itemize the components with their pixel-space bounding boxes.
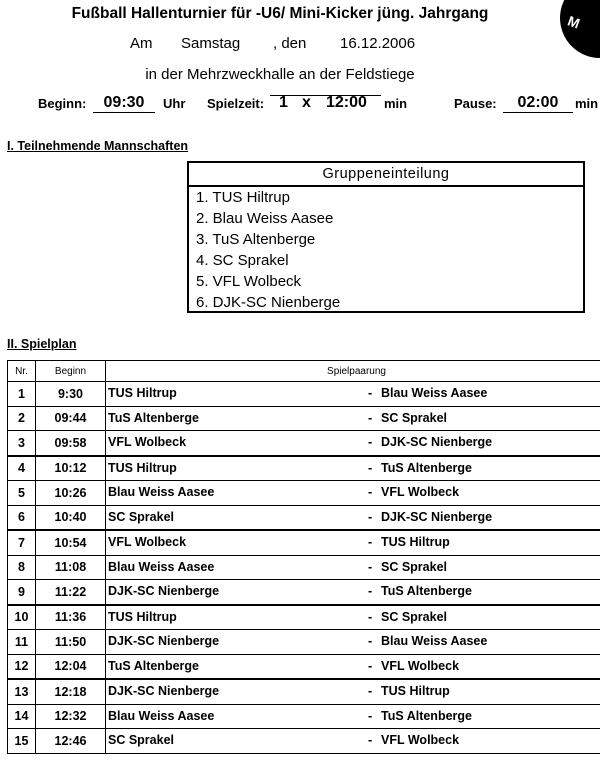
teams-heading: I. Teilnehmende Mannschaften [7,139,189,153]
away-team: TuS Altenberge [381,708,472,723]
game-number: 2 [8,406,36,431]
game-number: 6 [8,505,36,530]
den-label: , den [273,35,307,52]
game-pairing [106,530,600,555]
away-team: VFL Wolbeck [381,485,460,499]
team-item: 1. TUS Hiltrup [196,189,290,206]
pairing-dash: - [368,733,373,747]
game-time: 10:40 [36,505,106,530]
home-team: TuS Altenberge [108,410,199,425]
pairing-dash: - [368,609,373,624]
spielzeit-value: 12:00 [326,94,367,111]
game-number: 11 [8,630,36,655]
pairing-dash: - [368,386,373,400]
game-number: 14 [8,704,36,729]
game-pairing [106,505,600,530]
game-time: 12:04 [36,654,106,679]
away-team: TuS Altenberge [381,460,472,475]
game-time: 12:18 [36,679,106,704]
game-pairing [106,580,600,605]
pairing-dash: - [368,634,373,648]
corner-seal-text: M [565,12,583,32]
pairing-dash: - [368,485,373,499]
away-team: SC Sprakel [381,559,448,574]
column-header-beginn: Beginn [36,361,106,382]
home-team: Blau Weiss Aasee [108,485,215,499]
column-header-nr: Nr. [8,361,36,382]
home-team: TUS Hiltrup [108,609,177,624]
table-row [8,555,600,580]
table-row [8,505,600,530]
pairing-dash: - [368,435,373,449]
table-row [8,679,600,704]
group-box-header: Gruppeneinteilung [189,163,583,187]
spielzeit-count: 1 [279,94,288,111]
table-row [8,382,600,407]
home-team: Blau Weiss Aasee [108,559,215,574]
away-team: TUS Hiltrup [381,684,450,698]
away-team: SC Sprakel [381,410,448,425]
game-time: 09:44 [36,406,106,431]
game-time: 10:12 [36,456,106,481]
column-header-pairing: Spielpaarung [106,361,600,382]
pairing-dash: - [368,559,373,574]
game-pairing [106,382,600,407]
table-row [8,654,600,679]
game-pairing [106,654,600,679]
game-pairing [106,729,600,754]
team-item: 2. Blau Weiss Aasee [196,210,334,227]
group-box [187,161,585,313]
game-number: 15 [8,729,36,754]
game-time: 10:26 [36,481,106,506]
game-time: 09:58 [36,431,106,456]
game-number: 1 [8,382,36,407]
home-team: SC Sprakel [108,509,175,524]
pause-value: 02:00 [503,94,573,113]
game-number: 5 [8,481,36,506]
pairing-dash: - [368,584,373,598]
table-row [8,729,600,754]
pairing-dash: - [368,658,373,673]
away-team: DJK-SC Nienberge [381,435,493,449]
home-team: DJK-SC Nienberge [108,584,220,598]
game-time: 12:32 [36,704,106,729]
home-team: VFL Wolbeck [108,535,187,549]
table-row [8,605,600,630]
game-pairing [106,630,600,655]
plan-heading: II. Spielplan [7,337,77,351]
am-label: Am [130,35,153,52]
corner-seal [560,0,600,58]
table-row [8,431,600,456]
schedule-header-row [8,361,600,382]
home-team: TUS Hiltrup [108,460,177,475]
game-pairing [106,605,600,630]
team-item: 3. TuS Altenberge [196,231,316,248]
game-pairing [106,431,600,456]
game-pairing [106,704,600,729]
document-title: Fußball Hallenturnier für -U6/ Mini-Kicker jüng. Jahrgang [71,5,489,22]
team-item: 5. VFL Wolbeck [196,273,302,290]
game-pairing [106,679,600,704]
pause-label: Pause: [454,96,497,111]
spielzeit-label: Spielzeit: [207,96,265,111]
game-number: 10 [8,605,36,630]
pairing-dash: - [368,708,373,723]
game-time: 11:08 [36,555,106,580]
game-time: 12:46 [36,729,106,754]
home-team: DJK-SC Nienberge [108,634,220,648]
game-number: 8 [8,555,36,580]
pairing-dash: - [368,509,373,524]
away-team: TuS Altenberge [381,584,472,598]
away-team: TUS Hiltrup [381,535,450,549]
pairing-dash: - [368,684,373,698]
spielzeit-x: x [302,94,311,111]
home-team: SC Sprakel [108,733,175,747]
game-time: 10:54 [36,530,106,555]
team-item: 6. DJK-SC Nienberge [196,294,341,311]
game-number: 7 [8,530,36,555]
game-number: 13 [8,679,36,704]
venue-line: in der Mehrzweckhalle an der Feldstiege [145,66,415,83]
table-row [8,630,600,655]
team-item: 4. SC Sprakel [196,252,289,269]
game-time: 9:30 [36,382,106,407]
away-team: Blau Weiss Aasee [381,386,488,400]
table-row [8,580,600,605]
game-number: 4 [8,456,36,481]
game-time: 11:50 [36,630,106,655]
beginn-value: 09:30 [93,94,155,113]
away-team: Blau Weiss Aasee [381,634,488,648]
away-team: VFL Wolbeck [381,733,460,747]
game-pairing [106,555,600,580]
pause-unit: min [575,96,599,111]
home-team: TUS Hiltrup [108,386,177,400]
game-pairing [106,481,600,506]
table-row [8,481,600,506]
schedule-table [7,360,600,754]
day-value: Samstag [181,35,241,52]
spielzeit-unit: min [384,96,408,111]
home-team: Blau Weiss Aasee [108,708,215,723]
game-pairing [106,406,600,431]
game-number: 9 [8,580,36,605]
table-row [8,704,600,729]
home-team: DJK-SC Nienberge [108,684,220,698]
game-number: 12 [8,654,36,679]
pairing-dash: - [368,410,373,425]
away-team: SC Sprakel [381,609,448,624]
table-row [8,406,600,431]
home-team: VFL Wolbeck [108,435,187,449]
game-number: 3 [8,431,36,456]
beginn-label: Beginn: [38,96,87,111]
game-time: 11:22 [36,580,106,605]
home-team: TuS Altenberge [108,658,199,673]
table-row [8,456,600,481]
pairing-dash: - [368,460,373,475]
pairing-dash: - [368,535,373,549]
date-value: 16.12.2006 [340,35,416,52]
game-pairing [106,456,600,481]
away-team: VFL Wolbeck [381,658,460,673]
table-row [8,530,600,555]
away-team: DJK-SC Nienberge [381,509,493,524]
game-time: 11:36 [36,605,106,630]
uhr-label: Uhr [163,96,186,111]
